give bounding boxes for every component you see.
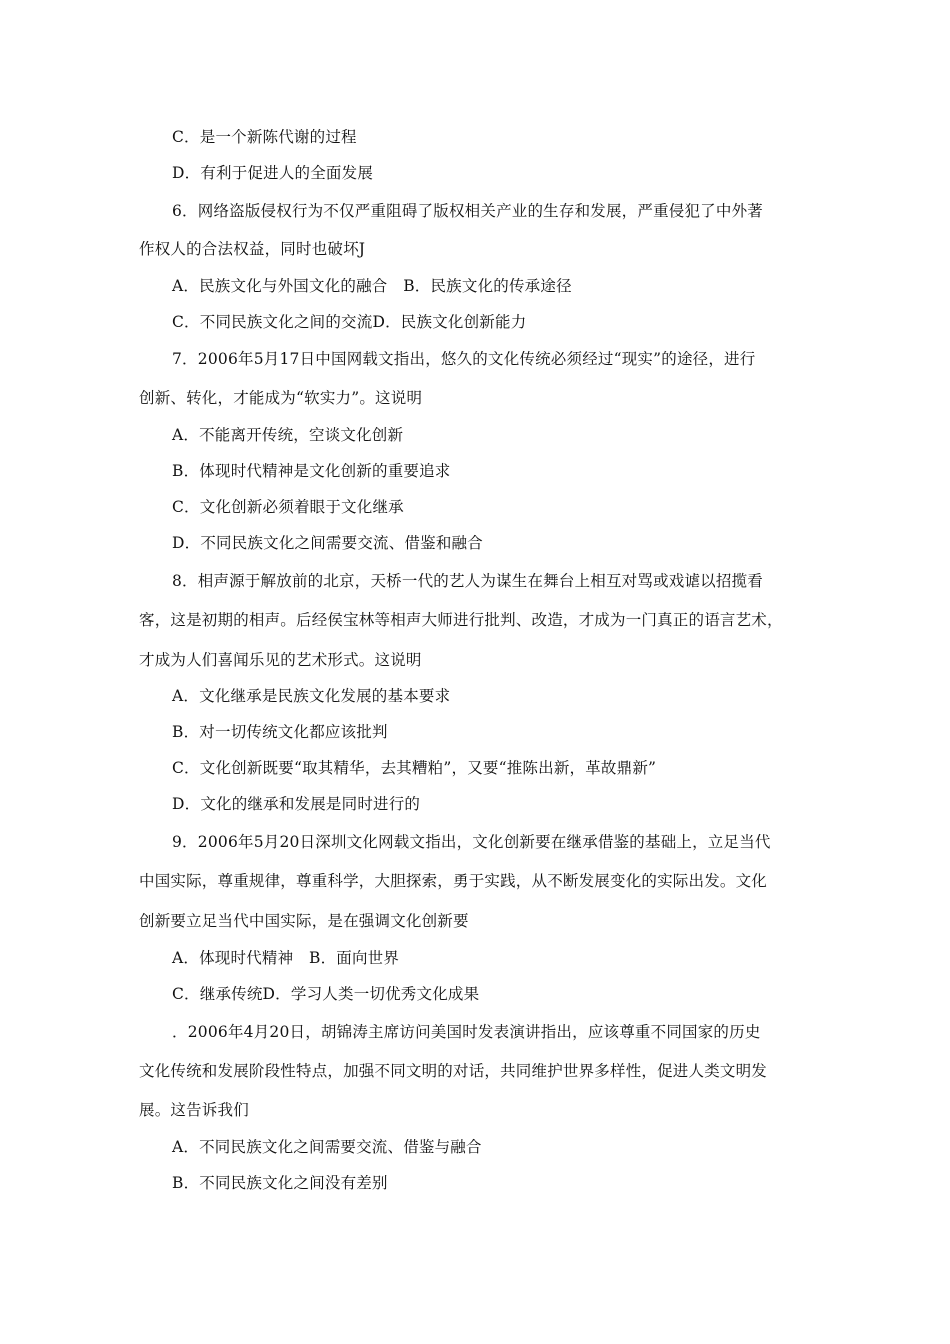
option-line: C．文化创新必须着眼于文化继承 [172,498,404,516]
option-line: C．文化创新既要“取其精华，去其糟粕”，又要“推陈出新，革故鼎新” [172,759,657,777]
question-line: 9．2006年5月20日深圳文化网载文指出，文化创新要在继承借鉴的基础上，立足当代 [172,833,771,851]
option-line: A．体现时代精神 B．面向世界 [172,949,400,967]
question-line: 创新、转化，才能成为“软实力”。这说明 [139,389,423,407]
option-line: D．不同民族文化之间需要交流、借鉴和融合 [172,534,483,552]
option-line: A．不同民族文化之间需要交流、借鉴与融合 [172,1138,482,1156]
option-line: A．文化继承是民族文化发展的基本要求 [172,687,451,705]
question-line: 才成为人们喜闻乐见的艺术形式。这说明 [139,651,422,669]
option-line: B．对一切传统文化都应该批判 [172,723,388,741]
option-line: A．民族文化与外国文化的融合 B．民族文化的传承途径 [172,277,572,295]
question-line: 8．相声源于解放前的北京，天桥一代的艺人为谋生在舞台上相互对骂或戏谑以招揽看 [172,572,763,590]
option-line: C．不同民族文化之间的交流D．民族文化创新能力 [172,313,527,331]
question-line: 作权人的合法权益，同时也破坏J [139,240,366,258]
option-line: D．有利于促进人的全面发展 [172,164,374,182]
question-line: 文化传统和发展阶段性特点，加强不同文明的对话，共同维护世界多样性，促进人类文明发 [139,1062,768,1080]
option-line: C．是一个新陈代谢的过程 [172,128,357,146]
question-line: 创新要立足当代中国实际，是在强调文化创新要 [139,912,469,930]
option-line: C．继承传统D．学习人类一切优秀文化成果 [172,985,480,1003]
question-line: 6．网络盗版侵权行为不仅严重阻碍了版权相关产业的生存和发展，严重侵犯了中外著 [172,202,763,220]
option-line: D．文化的继承和发展是同时进行的 [172,795,421,813]
question-line: 7．2006年5月17日中国网载文指出，悠久的文化传统必须经过“现实”的途径，进行 [172,350,756,368]
option-line: A．不能离开传统，空谈文化创新 [172,426,404,444]
question-line: ．2006年4月20日，胡锦涛主席访问美国时发表演讲指出，应该尊重不同国家的历史 [172,1023,761,1041]
question-line: 客，这是初期的相声。后经侯宝林等相声大师进行批判、改造，才成为一门真正的语言艺术， [139,611,783,629]
option-line: B．体现时代精神是文化创新的重要追求 [172,462,451,480]
question-line: 展。这告诉我们 [139,1101,249,1119]
question-line: 中国实际，尊重规律，尊重科学，大胆探索，勇于实践，从不断发展变化的实际出发。文化 [139,872,768,890]
option-line: B．不同民族文化之间没有差别 [172,1174,388,1192]
